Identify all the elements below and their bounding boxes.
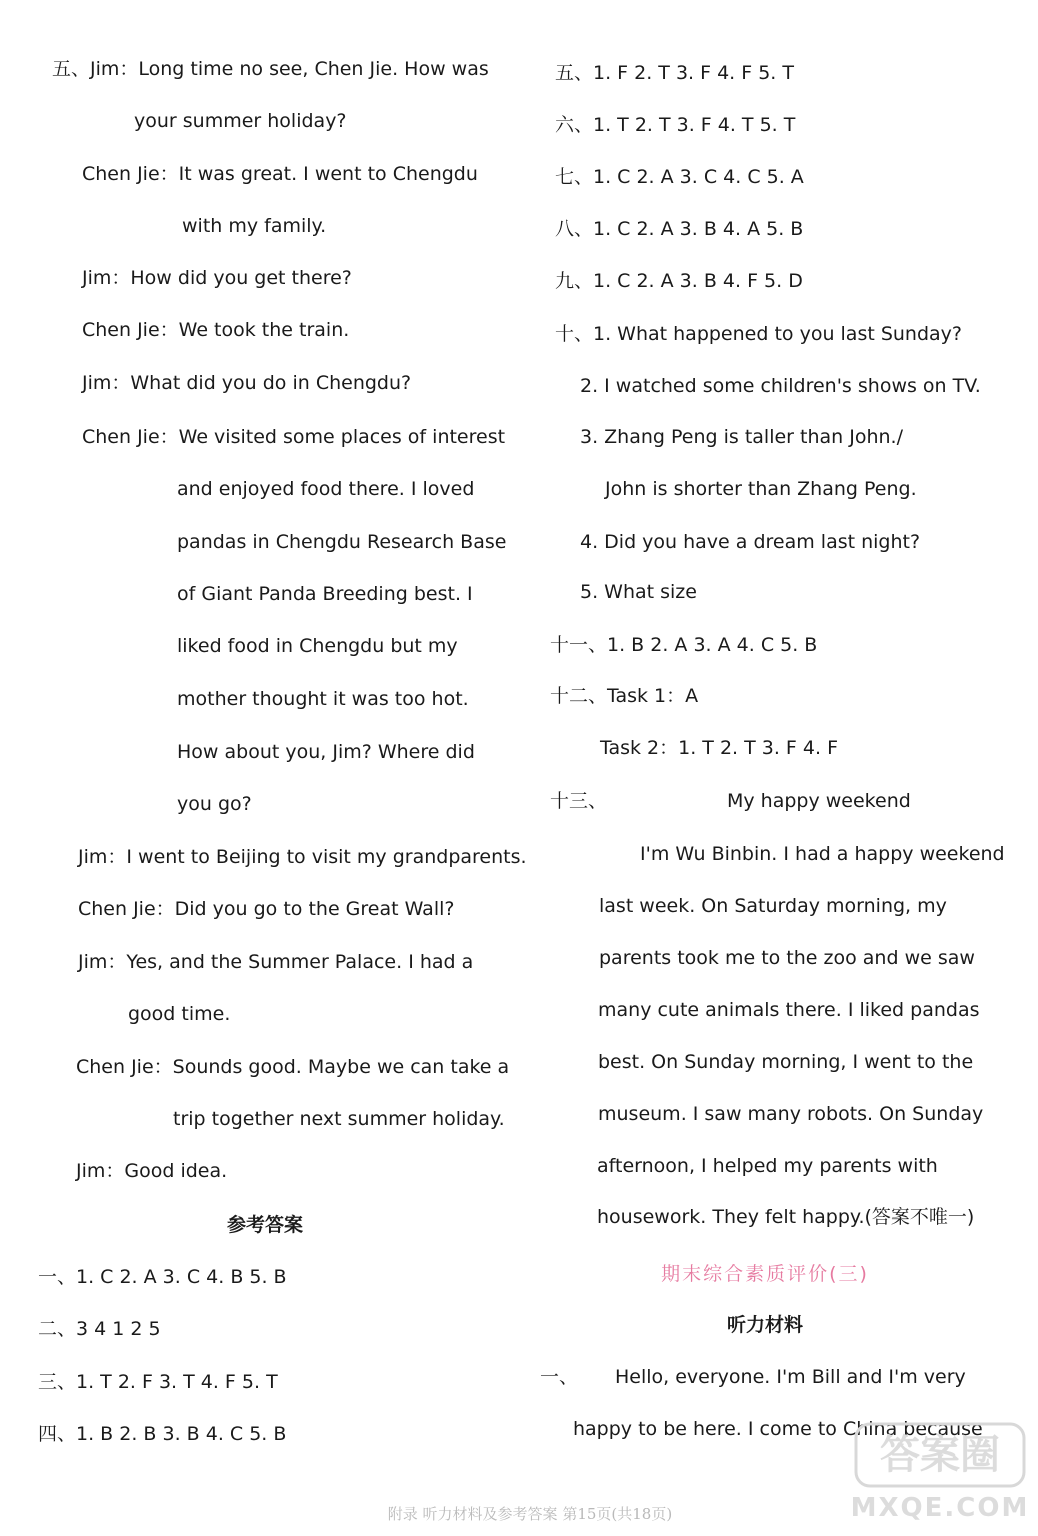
listening-line: happy to be here. I come to China because bbox=[573, 1418, 983, 1440]
answer-row: 4. Did you have a dream last night? bbox=[580, 531, 921, 553]
dialogue-line: liked food in Chengdu but my bbox=[177, 635, 458, 657]
listening-label: 一、 bbox=[540, 1366, 579, 1388]
answer-row: 九、1. C 2. A 3. B 4. F 5. D bbox=[555, 270, 803, 292]
answer-row: Task 2：1. T 2. T 3. F 4. F bbox=[600, 737, 838, 759]
dialogue-line: mother thought it was too hot. bbox=[177, 688, 469, 710]
dialogue-line: Chen Jie：We took the train. bbox=[82, 319, 350, 341]
essay-line: I'm Wu Binbin. I had a happy weekend bbox=[640, 843, 1005, 865]
essay-label: 十三、 bbox=[550, 790, 608, 812]
answer-row: 3. Zhang Peng is taller than John./ bbox=[580, 426, 903, 448]
essay-text: last week. On Saturday morning, my bbox=[599, 895, 947, 917]
answer-row: 五、1. F 2. T 3. F 4. F 5. T bbox=[555, 62, 794, 84]
section-title: 期末综合素质评价(三) bbox=[661, 1263, 869, 1285]
answer-row: John is shorter than Zhang Peng. bbox=[605, 478, 917, 500]
answer-row: 四、1. B 2. B 3. B 4. C 5. B bbox=[38, 1423, 287, 1445]
essay-line: museum. I saw many robots. On Sunday bbox=[598, 1103, 984, 1125]
essay-line: housework. They felt happy.(答案不唯一) bbox=[597, 1206, 975, 1228]
answer-row: 十二、Task 1：A bbox=[550, 685, 699, 707]
dialogue-line: and enjoyed food there. I loved bbox=[177, 478, 475, 500]
dialogue-line: your summer holiday? bbox=[134, 110, 347, 132]
answer-row: 八、1. C 2. A 3. B 4. A 5. B bbox=[555, 218, 804, 240]
dialogue-line: Chen Jie：Sounds good. Maybe we can take a bbox=[76, 1056, 510, 1078]
essay-line: best. On Sunday morning, I went to the bbox=[598, 1051, 974, 1073]
essay-line: parents took me to the zoo and we saw bbox=[599, 947, 975, 969]
listening-line: Hello, everyone. I'm Bill and I'm very bbox=[615, 1366, 966, 1388]
answer-row: 七、1. C 2. A 3. C 4. C 5. A bbox=[555, 166, 804, 188]
answer-row: 三、1. T 2. F 3. T 4. F 5. T bbox=[38, 1371, 278, 1393]
dialogue-line: How about you, Jim? Where did bbox=[177, 741, 475, 763]
dialogue-line: Jim：I went to Beijing to visit my grandparents. bbox=[78, 846, 527, 868]
answers-heading: 参考答案 bbox=[226, 1214, 303, 1236]
essay-line bbox=[599, 893, 992, 919]
dialogue-line: of Giant Panda Breeding best. I bbox=[177, 583, 473, 605]
answer-row: 十、1. What happened to you last Sunday? bbox=[555, 323, 963, 345]
svg-text:答案圈: 答案圈 bbox=[880, 1432, 1000, 1478]
essay-line: many cute animals there. I liked pandas bbox=[598, 999, 980, 1021]
essay-title: My happy weekend bbox=[727, 790, 911, 812]
dialogue-line: Chen Jie：Did you go to the Great Wall? bbox=[78, 898, 455, 920]
dialogue-line: Jim：What did you do in Chengdu? bbox=[82, 372, 412, 394]
dialogue-line: Chen Jie：It was great. I went to Chengdu bbox=[82, 163, 478, 185]
dialogue-line: trip together next summer holiday. bbox=[173, 1108, 505, 1130]
answer-row: 2. I watched some children's shows on TV. bbox=[580, 375, 981, 397]
dialogue-line: 五、Jim：Long time no see, Chen Jie. How was bbox=[52, 58, 489, 80]
dialogue-line: Jim：How did you get there? bbox=[82, 267, 352, 289]
dialogue-line: Jim：Yes, and the Summer Palace. I had a bbox=[78, 951, 474, 973]
answer-row: 一、1. C 2. A 3. C 4. B 5. B bbox=[38, 1266, 287, 1288]
essay-line: afternoon, I helped my parents with bbox=[597, 1155, 938, 1177]
answer-row: 二、3 4 1 2 5 bbox=[38, 1318, 161, 1340]
answer-row: 5. What size bbox=[580, 581, 697, 603]
svg-text:MXQE.COM: MXQE.COM bbox=[850, 1493, 1030, 1523]
dialogue-line: Jim：Good idea. bbox=[76, 1160, 228, 1182]
dialogue-line: good time. bbox=[128, 1003, 231, 1025]
dialogue-line: Chen Jie：We visited some places of interest bbox=[82, 426, 506, 448]
dialogue-line: with my family. bbox=[182, 215, 327, 237]
answer-row: 六、1. T 2. T 3. F 4. T 5. T bbox=[555, 114, 796, 136]
watermark-logo bbox=[850, 1420, 1030, 1528]
dialogue-line: pandas in Chengdu Research Base bbox=[177, 531, 507, 553]
listening-heading: 听力材料 bbox=[726, 1314, 803, 1336]
answer-row: 十一、1. B 2. A 3. A 4. C 5. B bbox=[550, 634, 818, 656]
dialogue-line: you go? bbox=[177, 793, 252, 815]
page-footer: 附录 听力材料及参考答案 第15页(共18页) bbox=[387, 1505, 673, 1523]
